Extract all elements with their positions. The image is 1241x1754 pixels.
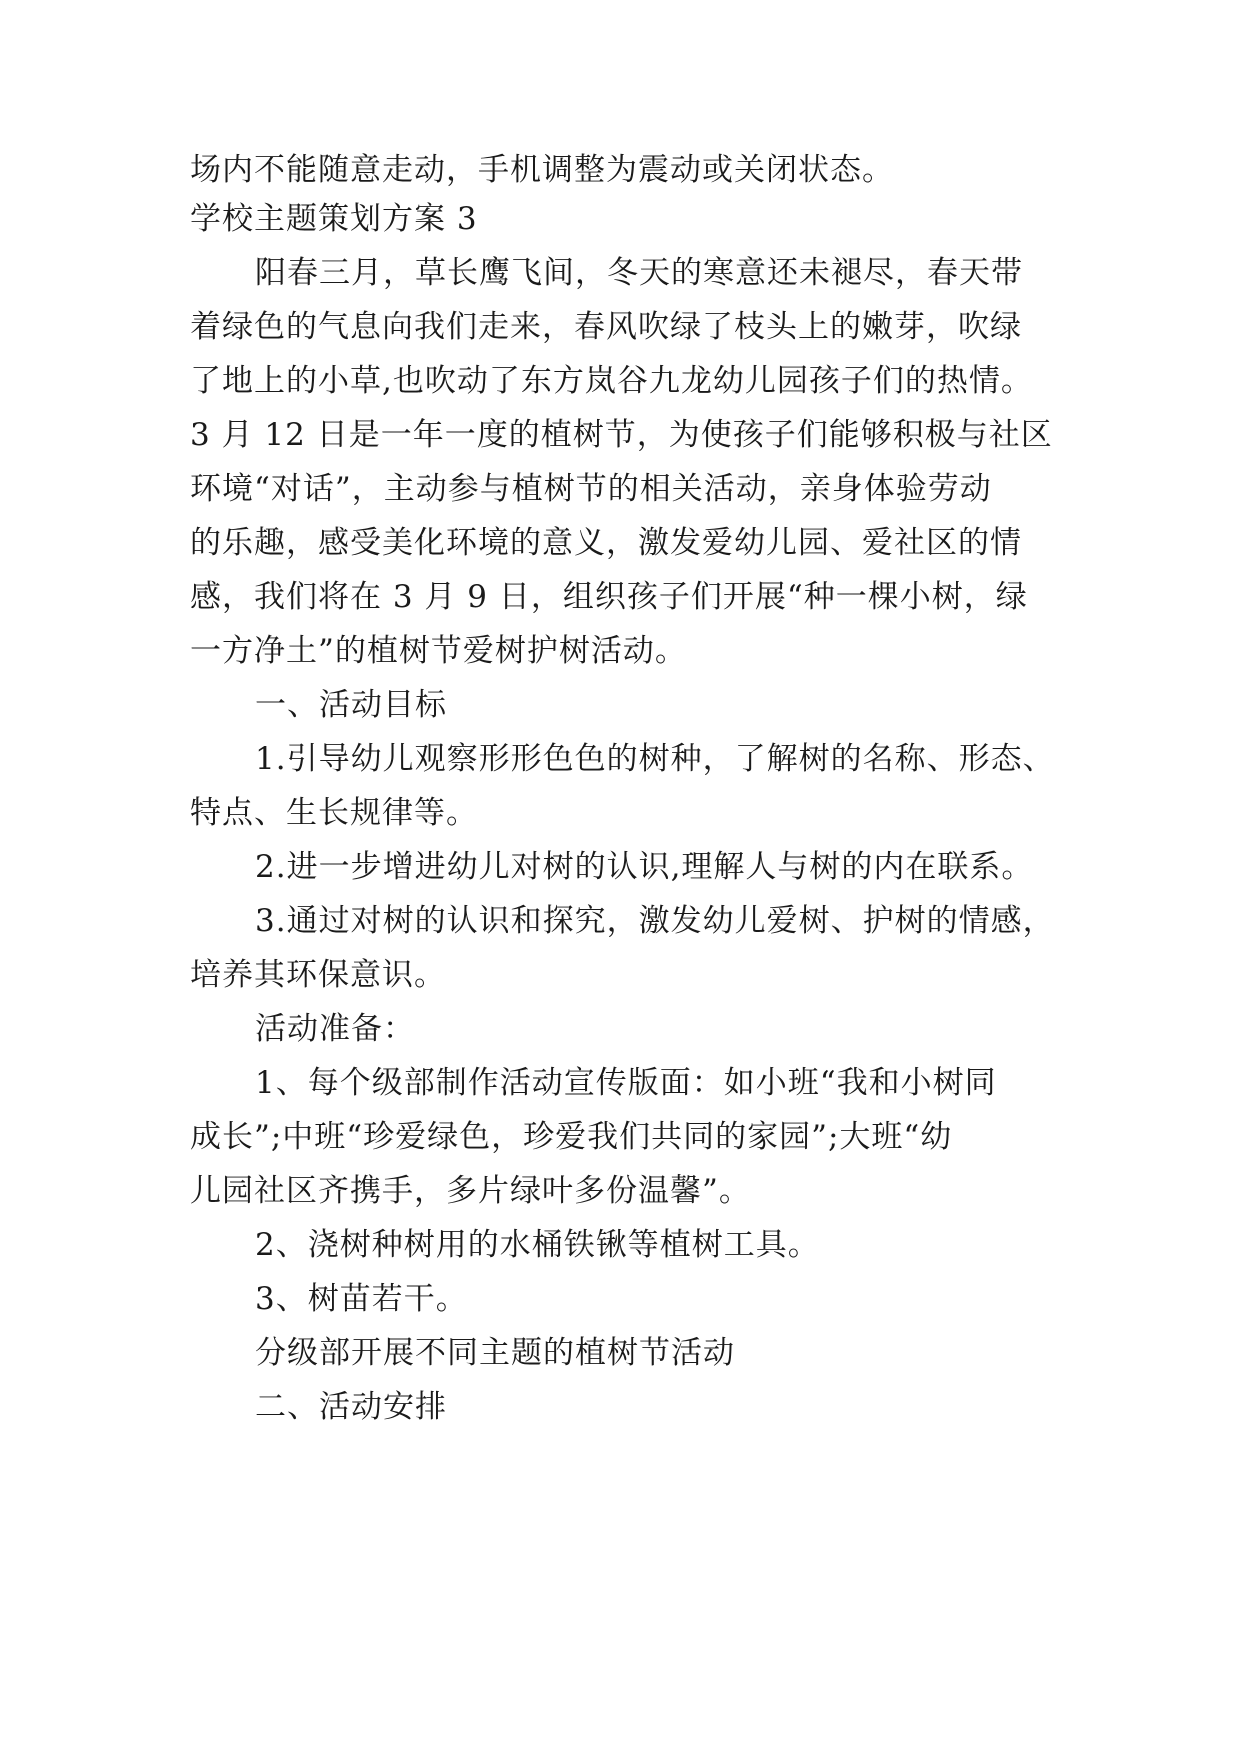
text-line: 3 月 12 日是一年一度的植树节，为使孩子们能够积极与社区 xyxy=(190,417,1053,453)
text-line: 1.引导幼儿观察形形色色的树种，了解树的名称、形态、 xyxy=(255,741,1055,777)
text-line: 分级部开展不同主题的植树节活动 xyxy=(255,1335,735,1371)
text-line: 场内不能随意走动，手机调整为震动或关闭状态。 xyxy=(190,152,894,188)
subheading: 一、活动目标 xyxy=(255,687,447,723)
text-line: 着绿色的气息向我们走来，春风吹绿了枝头上的嫩芽，吹绿 xyxy=(190,309,1022,345)
text-line: 阳春三月，草长鹰飞间，冬天的寒意还未褪尽，春天带 xyxy=(255,255,1023,291)
text-line: 了地上的小草,也吹动了东方岚谷九龙幼儿园孩子们的热情。 xyxy=(190,363,1033,399)
section-heading: 学校主题策划方案 3 xyxy=(190,201,478,237)
subheading: 活动准备： xyxy=(255,1011,415,1047)
text-line: 环境“对话”，主动参与植树节的相关活动，亲身体验劳动 xyxy=(190,471,992,507)
text-line: 儿园社区齐携手，多片绿叶多份温馨”。 xyxy=(190,1173,751,1209)
text-line: 培养其环保意识。 xyxy=(190,957,446,993)
text-line: 3、树苗若干。 xyxy=(255,1281,468,1317)
text-line: 特点、生长规律等。 xyxy=(190,795,478,831)
subheading: 二、活动安排 xyxy=(255,1389,447,1425)
text-line: 2.进一步增进幼儿对树的认识,理解人与树的内在联系。 xyxy=(255,849,1034,885)
text-line: 感，我们将在 3 月 9 日，组织孩子们开展“种一棵小树，绿 xyxy=(190,579,1028,615)
text-line: 一方净土”的植树节爱树护树活动。 xyxy=(190,633,687,669)
text-line: 3.通过对树的认识和探究，激发幼儿爱树、护树的情感， xyxy=(255,903,1055,939)
text-line: 的乐趣，感受美化环境的意义，激发爱幼儿园、爱社区的情 xyxy=(190,525,1022,561)
text-line: 1、每个级部制作活动宣传版面：如小班“我和小树同 xyxy=(255,1065,997,1101)
text-line: 2、浇树种树用的水桶铁锹等植树工具。 xyxy=(255,1227,820,1263)
text-line: 成长”;中班“珍爱绿色，珍爱我们共同的家园”;大班“幼 xyxy=(190,1119,953,1155)
